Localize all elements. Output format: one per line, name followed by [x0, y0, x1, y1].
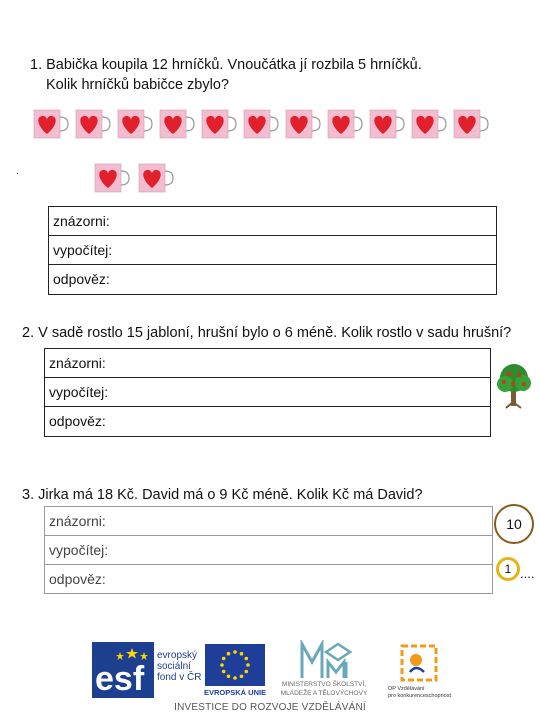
eu-star-icon — [245, 670, 249, 674]
mug-heart-icon — [75, 108, 111, 140]
row-odpovez[interactable]: odpověz: — [49, 413, 106, 429]
coin-10-value: 10 — [506, 516, 522, 532]
answer-box-2 — [44, 348, 491, 437]
mug-heart-icon — [453, 108, 489, 140]
eu-star-icon — [240, 652, 244, 656]
coin-1-kc — [496, 557, 520, 581]
mug-heart-icon — [411, 108, 447, 140]
pear-tree-icon — [494, 362, 534, 412]
msmt-line-1: MINISTERSTVO ŠKOLSTVÍ, — [281, 681, 367, 688]
mug-heart-icon — [117, 108, 153, 140]
coins-ellipsis: .... — [520, 566, 535, 581]
question-3-text: 3. Jirka má 18 Kč. David má o 9 Kč méně. Kolik Kč má David? — [22, 487, 423, 503]
coin-1-value: 1 — [504, 562, 512, 576]
eu-flag-icon — [205, 644, 265, 686]
question-2-text: 2. V sadě rostlo 15 jabloní, hrušní bylo o 6 méně. Kolik rostlo v sadu hrušní? — [22, 325, 512, 341]
row-vypocitej[interactable]: vypočítej: — [45, 536, 492, 565]
msmt-logo-icon — [298, 640, 354, 682]
eu-star-icon — [220, 663, 224, 667]
mug-heart-icon — [33, 108, 69, 140]
row-znazorni[interactable]: znázorni: — [49, 207, 496, 236]
row-vypocitej[interactable]: vypočítej: — [45, 378, 490, 407]
question-1-line-1: 1. Babička koupila 12 hrníčků. Vnoučátka jí rozbila 5 hrníčků. — [30, 57, 422, 73]
mug-heart-icon — [159, 108, 195, 140]
question-1-line-2: Kolik hrníčků babičce zbylo? — [46, 77, 229, 93]
eu-star-icon — [233, 650, 237, 654]
eu-star-icon — [246, 663, 250, 667]
stray-dot: . — [16, 166, 19, 177]
row-odpovez[interactable]: odpověz: — [53, 271, 110, 287]
eu-star-icon — [222, 657, 226, 661]
invest-text: INVESTICE DO ROZVOJE VZDĚLÁVÁNÍ — [174, 702, 366, 713]
msmt-line-2: MLÁDEŽE A TĚLOVÝCHOVY — [280, 690, 368, 697]
mug-heart-icon — [285, 108, 321, 140]
eu-star-icon — [222, 670, 226, 674]
row-znazorni[interactable]: znázorni: — [45, 507, 492, 536]
msmt-text — [272, 680, 376, 698]
row-odpovez[interactable]: odpověz: — [49, 571, 106, 587]
op-line-2: pro konkurenceschopnost — [388, 693, 451, 699]
mug-heart-icon — [201, 108, 237, 140]
mug-heart-icon — [327, 108, 363, 140]
op-line-1: OP Vzdělávání — [388, 686, 425, 692]
eu-star-icon — [240, 675, 244, 679]
eu-star-icon — [233, 676, 237, 680]
eu-label: EVROPSKÁ UNIE — [204, 688, 267, 697]
esf-text — [157, 650, 201, 683]
esf-text-line-3: fond v ČR — [157, 672, 202, 683]
mug-heart-icon — [94, 162, 130, 194]
eu-star-icon — [227, 652, 231, 656]
coin-10-kc — [494, 504, 534, 544]
svg-text:esf: esf — [95, 660, 145, 698]
mug-heart-icon — [138, 162, 174, 194]
op-vk-logo-icon — [398, 642, 440, 684]
esf-text-line-1: evropský — [157, 650, 198, 661]
eu-star-icon — [245, 657, 249, 661]
eu-star-icon — [227, 675, 231, 679]
answer-box-3 — [44, 506, 493, 594]
answer-box-1 — [48, 206, 497, 295]
mug-heart-icon — [243, 108, 279, 140]
esf-text-line-2: sociální — [157, 661, 191, 672]
op-vk-text — [388, 686, 458, 700]
row-znazorni[interactable]: znázorni: — [45, 349, 490, 378]
mug-heart-icon — [369, 108, 405, 140]
row-vypocitej[interactable]: vypočítej: — [49, 236, 496, 265]
footer-logos — [0, 634, 540, 720]
